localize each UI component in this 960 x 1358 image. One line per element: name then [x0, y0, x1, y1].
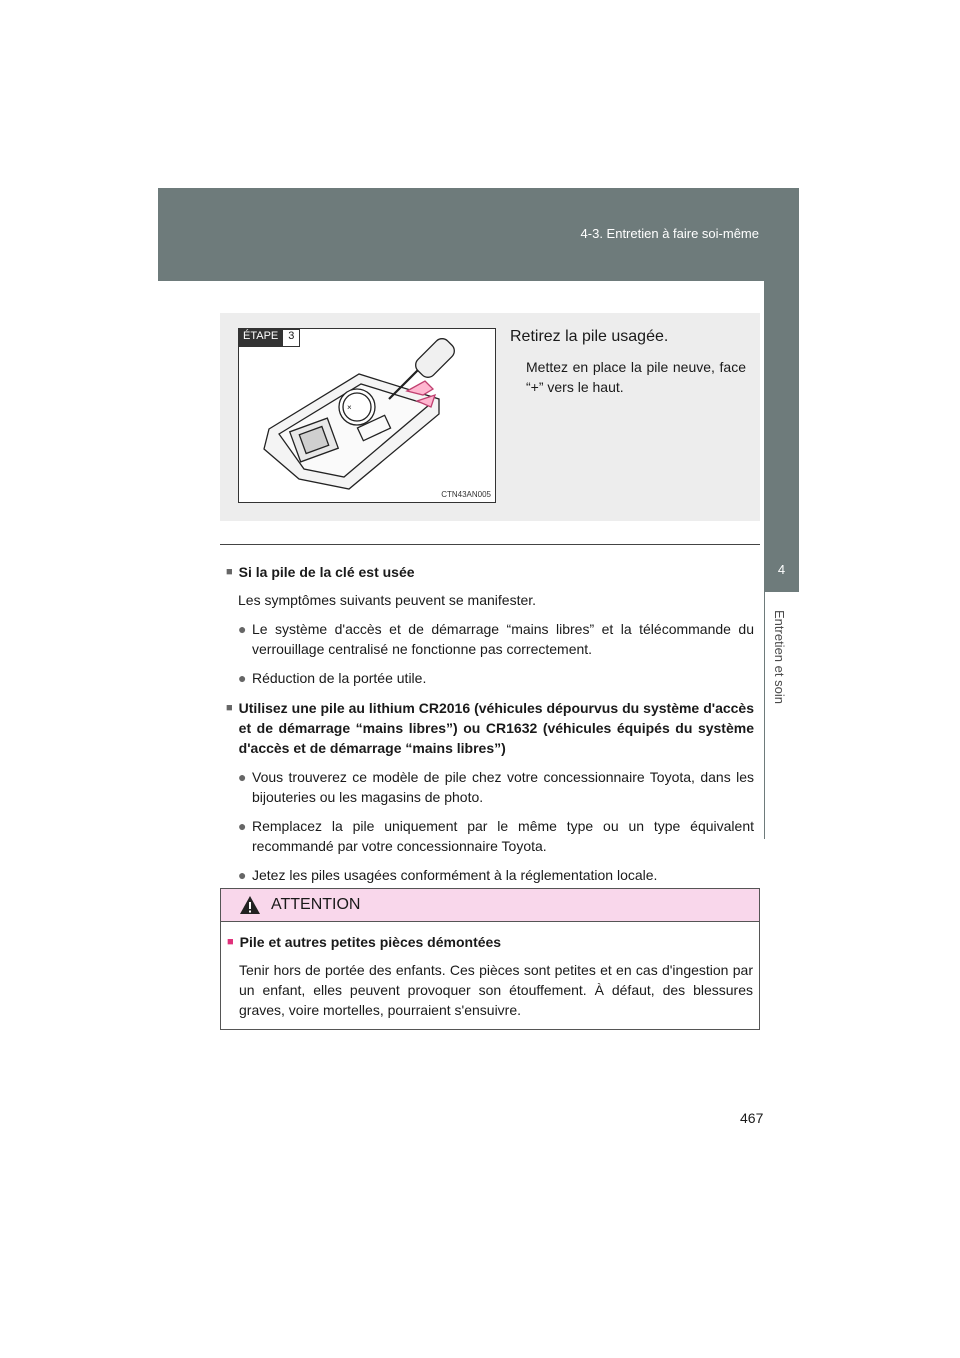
square-bullet-icon: ■ — [227, 936, 234, 948]
step-badge-number: 3 — [282, 329, 300, 347]
side-tab-label: Entretien et soin — [772, 610, 787, 704]
list-item-text: Vous trouverez ce modèle de pile chez votre concessionnaire Toyota, dans les bijouteries ou les magasins de photo. — [252, 769, 754, 805]
side-tab-number: 4 — [777, 562, 786, 577]
warning-box — [220, 888, 760, 1030]
list-item-text: Remplacez la pile uniquement par le même type ou un type équivalent recommandé par votre concessionnaire Toyota. — [252, 818, 754, 854]
step-title: Retirez la pile usagée. — [510, 328, 669, 345]
square-bullet-icon: ■ — [226, 566, 233, 578]
circle-bullet-icon: ● — [238, 818, 247, 834]
step-figure — [238, 328, 496, 503]
warning-body — [221, 922, 759, 1020]
key-battery-illustration — [239, 329, 495, 502]
main-content — [226, 562, 754, 895]
warning-icon — [239, 895, 261, 915]
list-item — [226, 816, 754, 856]
list-item-text: Réduction de la portée utile. — [252, 670, 427, 686]
section-heading — [226, 698, 754, 758]
section-battery-worn — [226, 562, 754, 688]
step-body: Mettez en place la pile neuve, face “+” vers le haut. — [526, 359, 746, 395]
section-divider — [220, 544, 760, 545]
list-item — [226, 767, 754, 807]
circle-bullet-icon: ● — [238, 769, 247, 785]
section-battery-type — [226, 698, 754, 885]
circle-bullet-icon: ● — [238, 670, 247, 686]
header-band — [158, 188, 799, 281]
section-heading — [226, 562, 754, 582]
svg-text:×: × — [347, 403, 352, 412]
step-badge-label: ÉTAPE — [239, 329, 282, 347]
list-item-text: Le système d'accès et de démarrage “mains libres” et la télécommande du verrouillage centralisé ne fonctionne pas correctement. — [252, 621, 754, 657]
warning-heading — [227, 932, 753, 952]
list-item-text: Jetez les piles usagées conformément à la réglementation locale. — [252, 867, 658, 883]
list-item — [226, 865, 754, 885]
list-item — [226, 668, 754, 688]
warning-title: ATTENTION — [271, 896, 361, 913]
page-number: 467 — [740, 1110, 764, 1126]
figure-code: CTN43AN005 — [441, 490, 491, 499]
list-item — [226, 619, 754, 659]
section-heading-text: Si la pile de la clé est usée — [238, 564, 415, 580]
circle-bullet-icon: ● — [238, 621, 247, 637]
warning-header — [221, 889, 759, 922]
circle-bullet-icon: ● — [238, 867, 247, 883]
warning-text: Tenir hors de portée des enfants. Ces pièces sont petites et en cas d'ingestion par un enfant, elles peuvent provoquer son étouffement. À défaut, des blessures graves, voire mortelles, pourraient s'ensuivre. — [239, 962, 753, 1018]
section-title: 4-3. Entretien à faire soi-même — [580, 226, 759, 241]
square-bullet-icon: ■ — [226, 702, 233, 714]
warning-heading-text: Pile et autres petites pièces démontées — [239, 934, 502, 950]
section-heading-text: Utilisez une pile au lithium CR2016 (véhicules dépourvus du système d'accès et de démarrage “mains libres”) ou CR1632 (véhicules équipés du système d'accès et de démarrage “mains libres”) — [238, 700, 754, 756]
section-intro: Les symptômes suivants peuvent se manifester. — [238, 592, 537, 608]
